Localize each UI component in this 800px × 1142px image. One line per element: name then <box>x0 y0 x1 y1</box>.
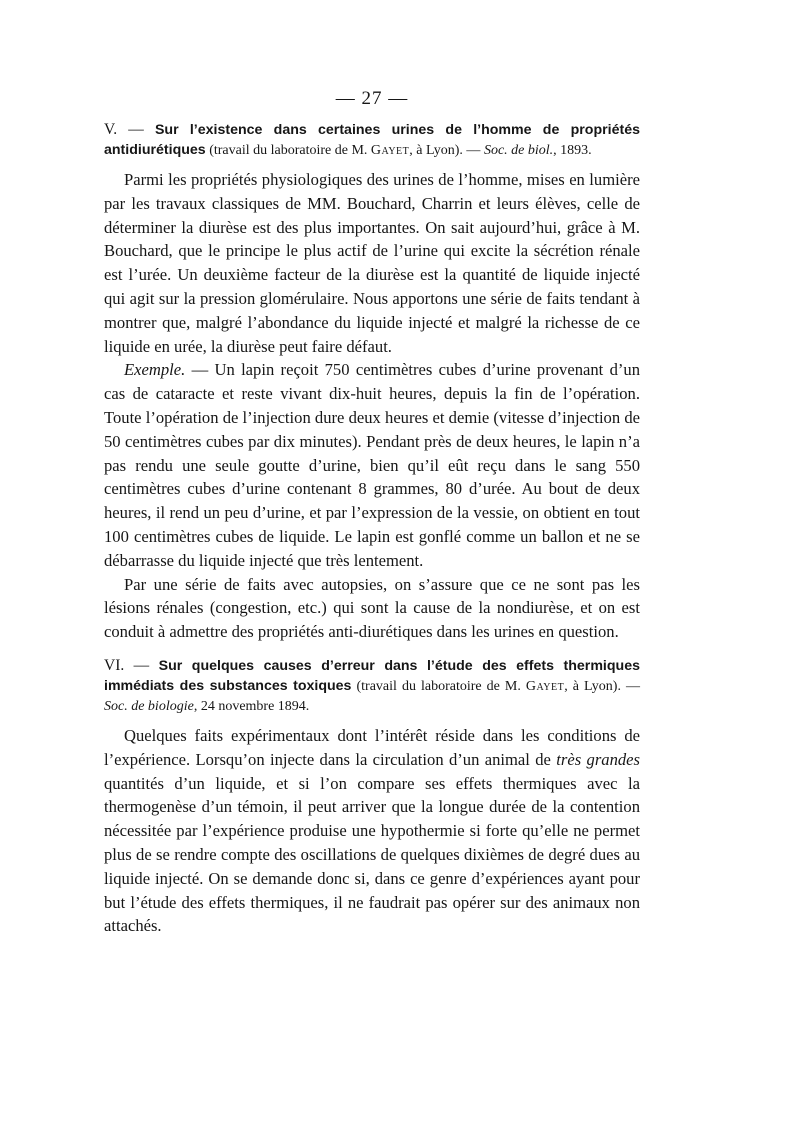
reference-text: (travail du laboratoire de M. <box>205 143 371 158</box>
paragraph-text: quantités d’un liquide, et si l’on compare ses effets thermiques avec la thermogenèse d’un témoin, il peut arriver que la longue durée de la contention nécessitée par l’expérience produise une hypothermie si forte qu’elle ne permet plus de se rendre compte des oscillations de quelques dixièmes de degré dues au liquide injecté. On se demande donc si, dans ce genre d’expériences ayant pour but l’étude des effets thermiques, il ne faudrait pas opérer sur des animaux non attachés. <box>104 773 640 936</box>
page <box>104 88 640 938</box>
reference-journal: Soc. de biol. <box>483 143 554 158</box>
reference-author: Gayet <box>525 678 565 694</box>
section-reference <box>206 143 592 158</box>
section-heading <box>104 120 640 160</box>
reference-date: , 1893. <box>553 143 592 158</box>
section-number: VI. — <box>104 656 159 674</box>
reference-author: Gayet <box>370 143 410 158</box>
section-title: Sur l’existence dans certaines urines de l’homme de propriétés antidiurétiques <box>104 122 640 158</box>
reference-date: , 24 novembre 1894. <box>193 698 310 714</box>
section-title: Sur quelques causes d’erreur dans l’étude des effets thermiques immédiats des substances toxiques <box>104 657 640 694</box>
reference-text: , à Lyon). — <box>409 143 484 158</box>
paragraph-emphasis: très grandes <box>556 749 640 769</box>
paragraph-lead: Exemple. <box>124 360 186 380</box>
paragraph <box>104 358 640 572</box>
paragraph: Par une série de faits avec autopsies, on s’assure que ce ne sont pas les lésions rénales (congestion, etc.) qui sont la cause de la nondiurèse, et on est conduit à admettre des propriétés anti-diurétiques dans les urines en question. <box>104 574 640 642</box>
section-vi <box>104 656 640 938</box>
paragraph-text: — Un lapin reçoit 750 centimètres cubes d’urine provenant d’un cas de cataracte et reste vivant dix-huit heures, depuis la fin de l’opération. Toute l’opération de l’injection dure deux heures et demie (vitesse d’injection de 50 centimètres cubes par dix minutes). Pendant près de deux heures, le lapin n’a pas rendu une seule goutte d’urine, bien qu’il eût reçu dans le sang 550 centimètres cubes d’urine contenant 8 grammes, 80 d’urée. Au bout de deux heures, il rend un peu d’urine, et par l’expression de la vessie, on obtient en tout 100 centimètres cubes de liquide. Le lapin est gonflé comme un ballon et ne se débarrasse du liquide injecté que très lentement. <box>104 360 640 570</box>
section-heading <box>104 656 640 716</box>
paragraph <box>104 724 640 938</box>
paragraph: Parmi les propriétés physiologiques des urines de l’homme, mises en lumière par les travaux classiques de MM. Bouchard, Charrin et leurs élèves, celle de déterminer la diurèse est des plus importantes. On sait aujourd’hui, grâce à M. Bouchard, que le principe le plus actif de l’urine qui excite la sécrétion rénale est l’urée. Un deuxième facteur de la diurèse est la quantité de liquide injecté qui agit sur la pression glomérulaire. Nous apportons une série de faits tendant à montrer que, malgré l’abondance du liquide injecté et malgré la richesse de ce liquide en urée, la diurèse peut faire défaut. <box>104 170 640 356</box>
reference-journal: Soc. de biologie <box>104 698 194 714</box>
page-number: — 27 — <box>335 88 409 109</box>
reference-text: , à Lyon). — <box>564 678 640 694</box>
section-number: V. — <box>104 121 155 138</box>
paragraph-text: Quelques faits expérimentaux dont l’intérêt réside dans les conditions de l’expérience. Lorsqu’on injecte dans la circulation d’un animal de <box>104 725 640 769</box>
section-v <box>104 120 640 644</box>
reference-text: (travail du laboratoire de M. <box>351 678 526 694</box>
